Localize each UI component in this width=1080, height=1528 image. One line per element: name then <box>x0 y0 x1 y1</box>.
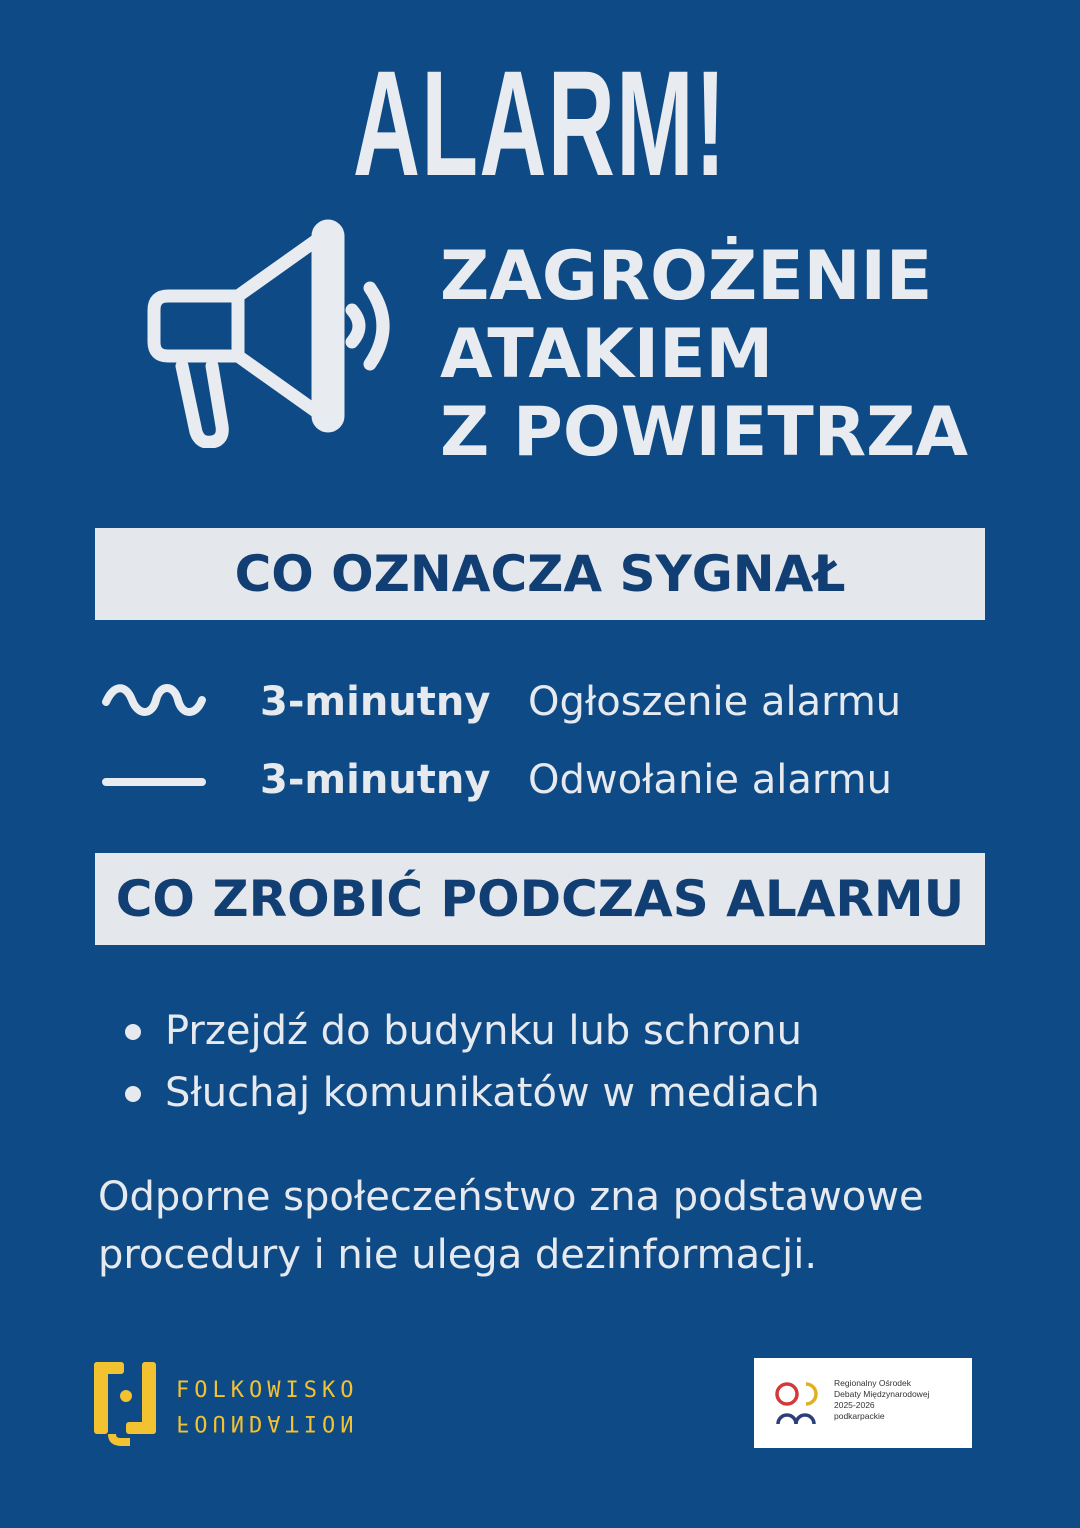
actions-section-heading: CO ZROBIĆ PODCZAS ALARMU <box>95 853 985 945</box>
rodm-line: podkarpackie <box>834 1411 885 1421</box>
signal-meaning: Ogłoszenie alarmu <box>528 679 902 725</box>
bullet-icon <box>125 1024 141 1040</box>
foundation-wordmark: FOUNDATION <box>176 1410 359 1435</box>
signal-row-alarm <box>100 672 1000 732</box>
footer-line: Odporne społeczeństwo zna podstawowe <box>98 1174 924 1220</box>
rodm-mark-icon <box>774 1380 830 1428</box>
rodm-line: 2025-2026 <box>834 1400 875 1410</box>
signal-duration: 3-minutny <box>260 757 491 803</box>
folkowisko-mark-icon <box>90 1360 160 1446</box>
signal-duration: 3-minutny <box>260 679 491 725</box>
rodm-logo <box>754 1358 972 1448</box>
rodm-text <box>834 1378 969 1422</box>
threat-heading <box>440 238 1060 472</box>
signal-row-cancel <box>100 750 1000 810</box>
action-text: Słuchaj komunikatów w mediach <box>165 1070 820 1116</box>
threat-line: ATAKIEM <box>440 315 774 394</box>
actions-list <box>125 1000 1025 1124</box>
alarm-title: ALARM! <box>352 39 728 207</box>
footer-message <box>98 1168 998 1284</box>
bullet-icon <box>125 1086 141 1102</box>
list-item <box>125 1062 1025 1124</box>
threat-line: ZAGROŻENIE <box>440 237 933 316</box>
folkowisko-wordmark: FOLKOWISKO <box>176 1378 359 1403</box>
megaphone-icon <box>140 218 410 448</box>
signal-meaning: Odwołanie alarmu <box>528 757 892 803</box>
footer-line: procedury i nie ulega dezinformacji. <box>98 1232 818 1278</box>
threat-line: Z POWIETRZA <box>440 393 969 472</box>
rodm-line: Regionalny Ośrodek <box>834 1378 912 1388</box>
folkowisko-foundation-logo <box>90 1360 370 1450</box>
signal-section-heading: CO OZNACZA SYGNAŁ <box>95 528 985 620</box>
action-text: Przejdź do budynku lub schronu <box>165 1008 802 1054</box>
straight-line-icon <box>100 756 208 800</box>
list-item <box>125 1000 1025 1062</box>
rodm-line: Debaty Międzynarodowej <box>834 1389 930 1399</box>
wavy-line-icon <box>100 678 208 722</box>
